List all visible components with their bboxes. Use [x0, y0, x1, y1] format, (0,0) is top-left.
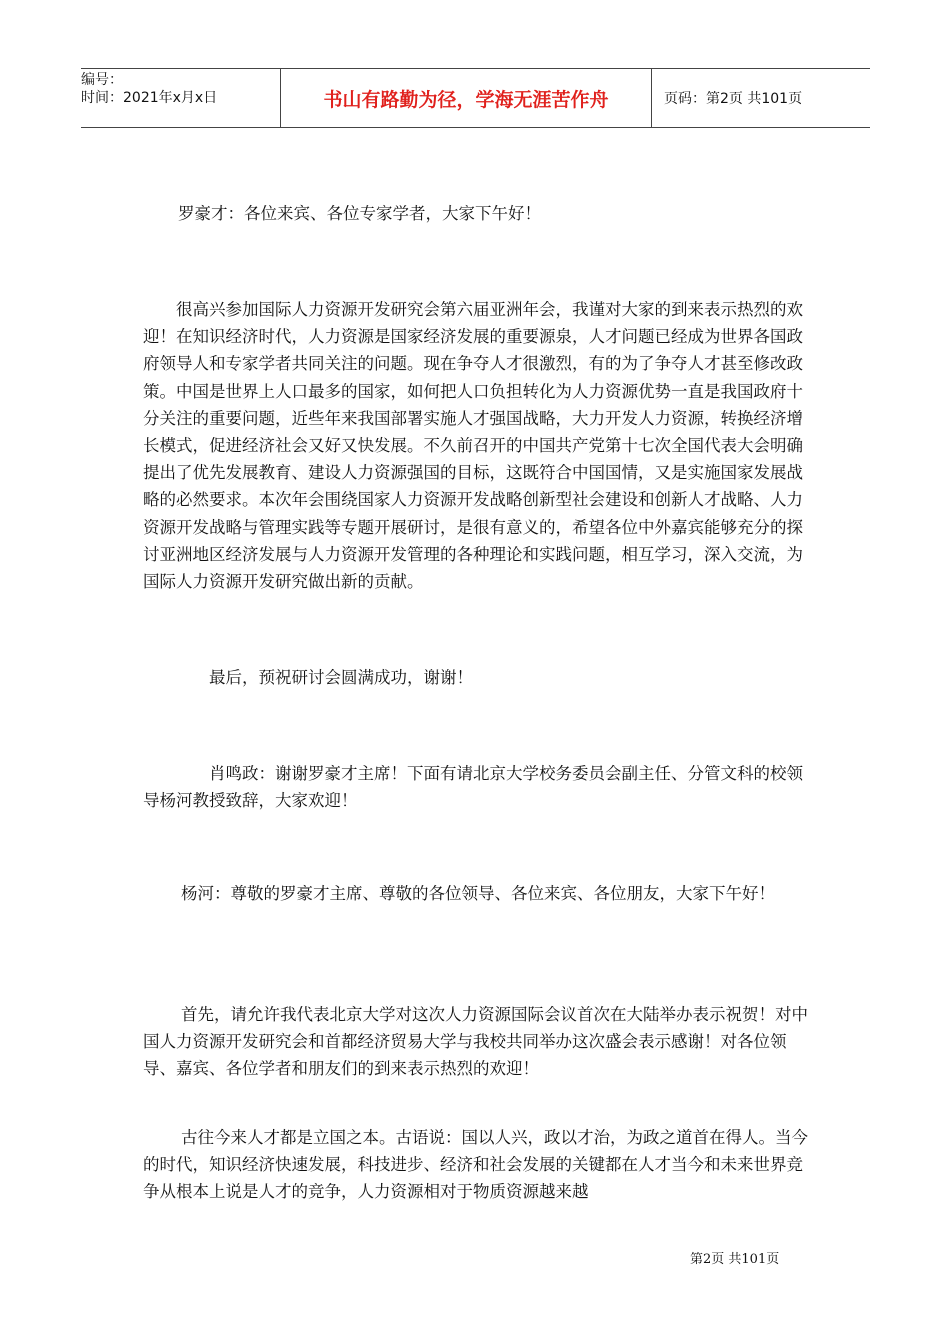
header-meta [81, 69, 281, 127]
paragraph-luo-speech: 很高兴参加国际人力资源开发研究会第六届亚洲年会，我谨对大家的到来表示热烈的欢迎！在知识经济时代，人力资源是国家经济发展的重要源泉，人才问题已经成为世界各国政府领导人和专家学者共同关注的问题。现在争夺人才很激烈，有的为了争夺人才甚至修改政策。中国是世界上人口最多的国家，如何把人口负担转化为人力资源优势一直是我国政府十分关注的重要问题，近些年来我国部署实施人才强国战略，大力开发人力资源，转换经济增长模式，促进经济社会又好又快发展。不久前召开的中国共产党第十七次全国代表大会明确提出了优先发展教育、建设人力资源强国的目标，这既符合中国国情，又是实施国家发展战略的必然要求。本次年会围绕国家人力资源开发战略创新型社会建设和创新人才战略、人力资源开发战略与管理实践等专题开展研讨，是很有意义的，希望各位中外嘉宾能够充分的探讨亚洲地区经济发展与人力资源开发管理的各种理论和实践问题，相互学习，深入交流，为国际人力资源开发研究做出新的贡献。 [143, 300, 803, 592]
paragraph-closing-luo: 最后，预祝研讨会圆满成功，谢谢！ [209, 668, 473, 687]
page-header [81, 68, 870, 128]
document-number-label: 编号： [81, 72, 123, 88]
page-footer: 第2页 共101页 [690, 1252, 780, 1267]
document-date-label: 时间：2021年x月x日 [81, 90, 218, 106]
paragraph-greeting-yang: 杨河：尊敬的罗豪才主席、尊敬的各位领导、各位来宾、各位朋友，大家下午好！ [181, 884, 775, 903]
paragraph-greeting-luo: 罗豪才：各位来宾、各位专家学者，大家下午好！ [178, 204, 541, 223]
paragraph-yang-thanks: 首先，请允许我代表北京大学对这次人力资源国际会议首次在大陆举办表示祝贺！对中国人力资源开发研究会和首都经济贸易大学与我校共同举办这次盛会表示感谢！对各位领导、嘉宾、各位学者和朋友们的到来表示热烈的欢迎！ [143, 1005, 808, 1079]
paragraph-xiao-intro: 肖鸣政：谢谢罗豪才主席！下面有请北京大学校务委员会副主任、分管文科的校领导杨河教授致辞，大家欢迎！ [143, 764, 803, 811]
header-page-number: 页码：第2页 共101页 [664, 91, 803, 107]
header-motto: 书山有路勤为径，学海无涯苦作舟 [281, 69, 652, 127]
paragraph-yang-talent: 古往今来人才都是立国之本。古语说：国以人兴，政以才治，为政之道首在得人。当今的时代，知识经济快速发展，科技进步、经济和社会发展的关键都在人才当今和未来世界竞争从根本上说是人才的竞争，人力资源相对于物质资源越来越 [143, 1128, 808, 1202]
